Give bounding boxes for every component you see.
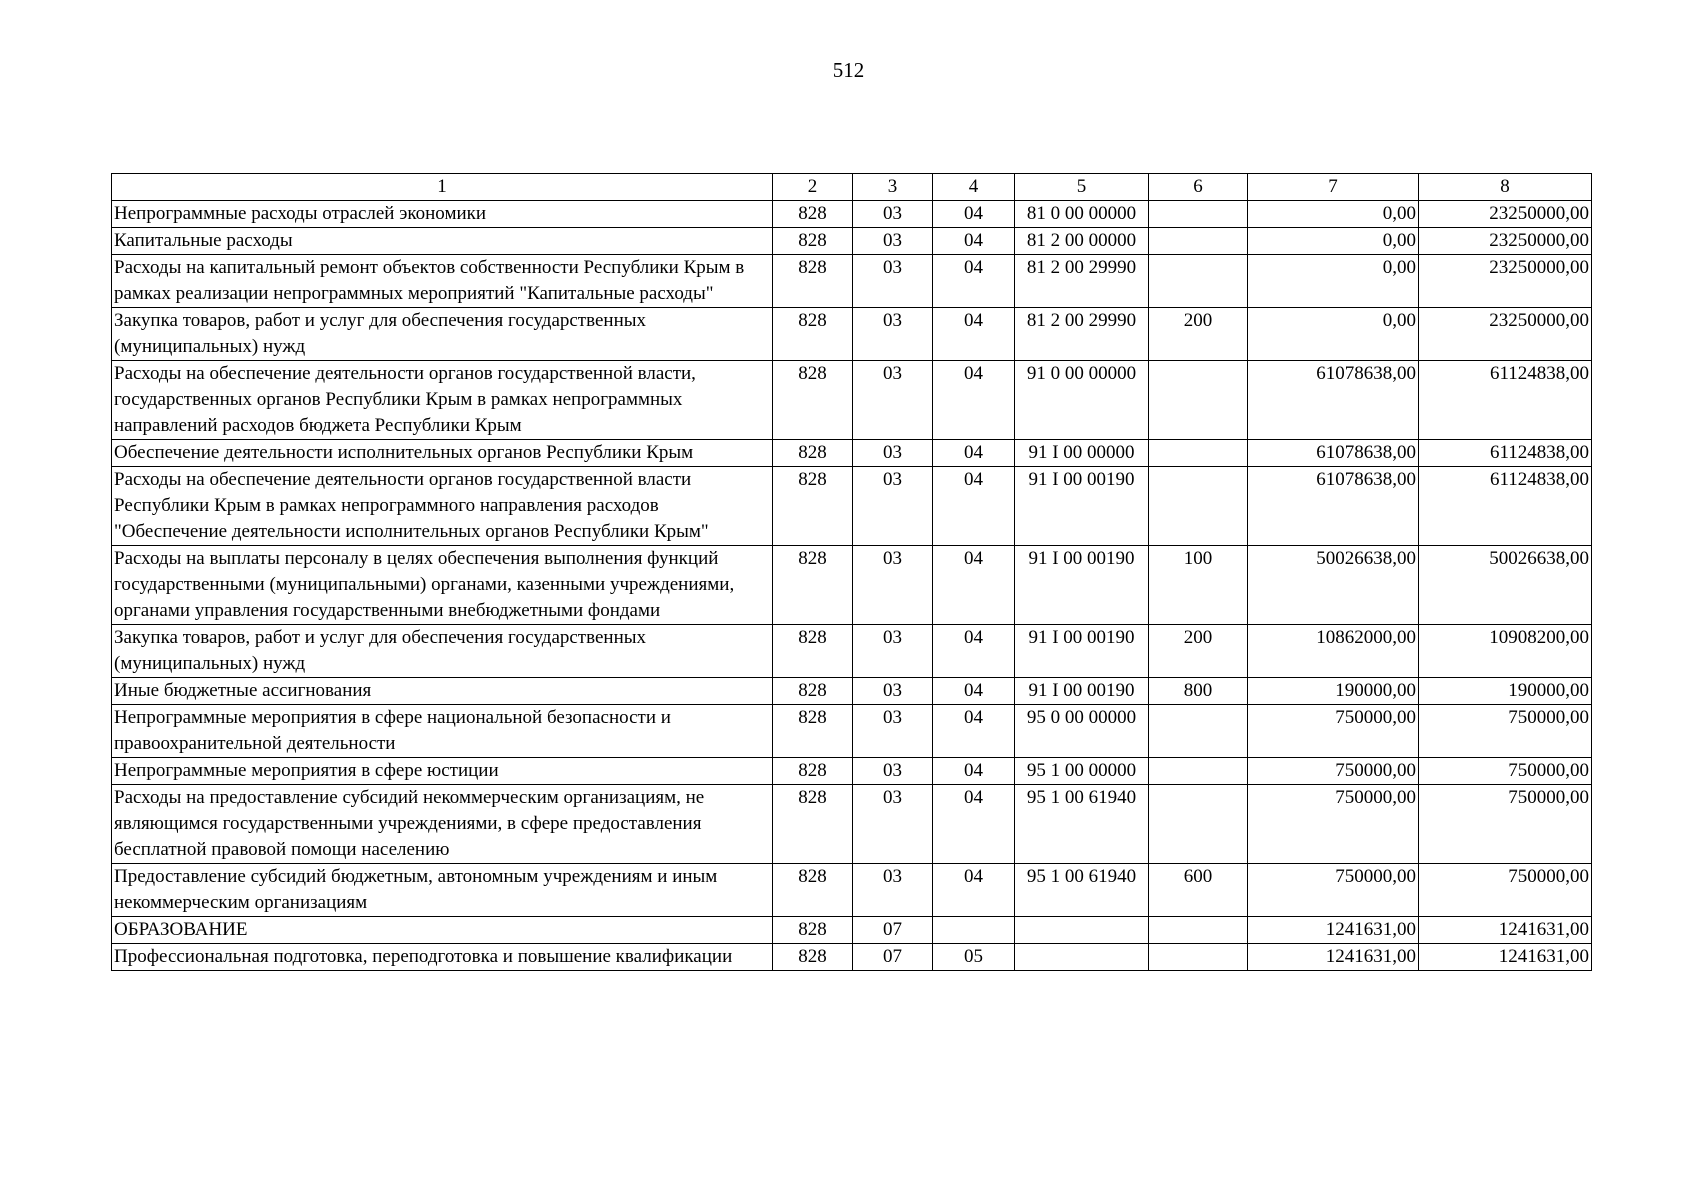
target-article-cell: 91 I 00 00190	[1015, 546, 1149, 625]
table-row	[112, 255, 1592, 308]
target-article-cell	[1015, 917, 1149, 944]
ministry-code-cell: 828	[773, 308, 853, 361]
amount-year1-cell: 61078638,00	[1248, 467, 1419, 546]
expense-name-cell: Непрограммные расходы отраслей экономики	[112, 201, 773, 228]
subsection-code-cell: 04	[933, 864, 1015, 917]
expense-type-cell	[1149, 705, 1248, 758]
subsection-code-cell: 04	[933, 546, 1015, 625]
target-article-cell: 91 0 00 00000	[1015, 361, 1149, 440]
amount-year2-cell: 23250000,00	[1419, 228, 1592, 255]
amount-year1-cell: 10862000,00	[1248, 625, 1419, 678]
amount-year2-cell: 750000,00	[1419, 785, 1592, 864]
expense-name-cell: Предоставление субсидий бюджетным, автономным учреждениям и иным некоммерческим организациям	[112, 864, 773, 917]
subsection-code-cell: 04	[933, 785, 1015, 864]
subsection-code-cell: 04	[933, 705, 1015, 758]
amount-year2-cell: 61124838,00	[1419, 467, 1592, 546]
table-row	[112, 201, 1592, 228]
header-cell: 5	[1015, 174, 1149, 201]
target-article-cell: 91 I 00 00190	[1015, 467, 1149, 546]
subsection-code-cell: 04	[933, 255, 1015, 308]
expense-type-cell	[1149, 201, 1248, 228]
expense-type-cell	[1149, 440, 1248, 467]
header-cell: 2	[773, 174, 853, 201]
expense-type-cell	[1149, 758, 1248, 785]
expense-type-cell	[1149, 785, 1248, 864]
table-row	[112, 864, 1592, 917]
section-code-cell: 03	[853, 201, 933, 228]
ministry-code-cell: 828	[773, 944, 853, 971]
amount-year2-cell: 750000,00	[1419, 864, 1592, 917]
ministry-code-cell: 828	[773, 625, 853, 678]
header-cell: 7	[1248, 174, 1419, 201]
expense-name-cell: Иные бюджетные ассигнования	[112, 678, 773, 705]
table-row	[112, 705, 1592, 758]
amount-year2-cell: 50026638,00	[1419, 546, 1592, 625]
expense-type-cell: 800	[1149, 678, 1248, 705]
amount-year1-cell: 61078638,00	[1248, 440, 1419, 467]
ministry-code-cell: 828	[773, 917, 853, 944]
amount-year2-cell: 61124838,00	[1419, 361, 1592, 440]
target-article-cell: 95 1 00 61940	[1015, 785, 1149, 864]
section-code-cell: 03	[853, 758, 933, 785]
ministry-code-cell: 828	[773, 255, 853, 308]
expense-type-cell	[1149, 467, 1248, 546]
section-code-cell: 07	[853, 917, 933, 944]
expense-type-cell	[1149, 917, 1248, 944]
subsection-code-cell: 04	[933, 758, 1015, 785]
table-row	[112, 361, 1592, 440]
section-code-cell: 03	[853, 678, 933, 705]
expense-type-cell	[1149, 228, 1248, 255]
amount-year1-cell: 750000,00	[1248, 705, 1419, 758]
amount-year1-cell: 61078638,00	[1248, 361, 1419, 440]
target-article-cell: 91 I 00 00190	[1015, 678, 1149, 705]
amount-year2-cell: 10908200,00	[1419, 625, 1592, 678]
ministry-code-cell: 828	[773, 361, 853, 440]
target-article-cell: 81 2 00 29990	[1015, 255, 1149, 308]
expense-type-cell: 200	[1149, 625, 1248, 678]
expense-name-cell: ОБРАЗОВАНИЕ	[112, 917, 773, 944]
header-cell: 1	[112, 174, 773, 201]
amount-year2-cell: 61124838,00	[1419, 440, 1592, 467]
section-code-cell: 03	[853, 467, 933, 546]
expense-name-cell: Капитальные расходы	[112, 228, 773, 255]
header-cell: 4	[933, 174, 1015, 201]
table-row	[112, 917, 1592, 944]
amount-year2-cell: 750000,00	[1419, 758, 1592, 785]
section-code-cell: 03	[853, 308, 933, 361]
amount-year1-cell: 50026638,00	[1248, 546, 1419, 625]
subsection-code-cell	[933, 917, 1015, 944]
subsection-code-cell: 04	[933, 361, 1015, 440]
target-article-cell: 95 1 00 00000	[1015, 758, 1149, 785]
ministry-code-cell: 828	[773, 467, 853, 546]
table-row	[112, 678, 1592, 705]
amount-year1-cell: 1241631,00	[1248, 944, 1419, 971]
amount-year1-cell: 750000,00	[1248, 864, 1419, 917]
amount-year1-cell: 190000,00	[1248, 678, 1419, 705]
section-code-cell: 03	[853, 625, 933, 678]
subsection-code-cell: 05	[933, 944, 1015, 971]
table-row	[112, 467, 1592, 546]
table-row	[112, 308, 1592, 361]
amount-year1-cell: 0,00	[1248, 228, 1419, 255]
amount-year2-cell: 23250000,00	[1419, 201, 1592, 228]
target-article-cell: 95 0 00 00000	[1015, 705, 1149, 758]
target-article-cell: 91 I 00 00000	[1015, 440, 1149, 467]
table-row	[112, 440, 1592, 467]
expense-type-cell	[1149, 361, 1248, 440]
amount-year1-cell: 1241631,00	[1248, 917, 1419, 944]
table-row	[112, 228, 1592, 255]
header-cell: 3	[853, 174, 933, 201]
table-row	[112, 785, 1592, 864]
table-row	[112, 944, 1592, 971]
target-article-cell	[1015, 944, 1149, 971]
expense-name-cell: Непрограммные мероприятия в сфере юстиции	[112, 758, 773, 785]
section-code-cell: 03	[853, 705, 933, 758]
expense-name-cell: Расходы на выплаты персоналу в целях обеспечения выполнения функций государственными (муниципальными) органами, казенными учреждениями, органами управления государственными внебюджетными фондами	[112, 546, 773, 625]
ministry-code-cell: 828	[773, 864, 853, 917]
expense-name-cell: Профессиональная подготовка, переподготовка и повышение квалификации	[112, 944, 773, 971]
subsection-code-cell: 04	[933, 678, 1015, 705]
ministry-code-cell: 828	[773, 678, 853, 705]
expense-name-cell: Расходы на обеспечение деятельности органов государственной власти Республики Крым в рамках непрограммного направления расходов "Обеспечение деятельности исполнительных органов Республики Крым"	[112, 467, 773, 546]
subsection-code-cell: 04	[933, 467, 1015, 546]
table-row	[112, 625, 1592, 678]
amount-year1-cell: 750000,00	[1248, 785, 1419, 864]
section-code-cell: 03	[853, 255, 933, 308]
ministry-code-cell: 828	[773, 785, 853, 864]
table-row	[112, 546, 1592, 625]
amount-year2-cell: 190000,00	[1419, 678, 1592, 705]
section-code-cell: 07	[853, 944, 933, 971]
section-code-cell: 03	[853, 361, 933, 440]
expense-type-cell: 100	[1149, 546, 1248, 625]
ministry-code-cell: 828	[773, 440, 853, 467]
amount-year1-cell: 750000,00	[1248, 758, 1419, 785]
table-header-row	[112, 174, 1592, 201]
ministry-code-cell: 828	[773, 758, 853, 785]
expense-type-cell: 600	[1149, 864, 1248, 917]
ministry-code-cell: 828	[773, 201, 853, 228]
amount-year2-cell: 1241631,00	[1419, 944, 1592, 971]
amount-year1-cell: 0,00	[1248, 201, 1419, 228]
target-article-cell: 81 0 00 00000	[1015, 201, 1149, 228]
amount-year1-cell: 0,00	[1248, 255, 1419, 308]
expense-name-cell: Обеспечение деятельности исполнительных органов Республики Крым	[112, 440, 773, 467]
header-cell: 6	[1149, 174, 1248, 201]
expense-name-cell: Закупка товаров, работ и услуг для обеспечения государственных (муниципальных) нужд	[112, 625, 773, 678]
expense-name-cell: Непрограммные мероприятия в сфере национальной безопасности и правоохранительной деятельности	[112, 705, 773, 758]
table-row	[112, 758, 1592, 785]
budget-table	[111, 173, 1592, 971]
subsection-code-cell: 04	[933, 228, 1015, 255]
subsection-code-cell: 04	[933, 625, 1015, 678]
target-article-cell: 95 1 00 61940	[1015, 864, 1149, 917]
ministry-code-cell: 828	[773, 546, 853, 625]
expense-type-cell	[1149, 255, 1248, 308]
ministry-code-cell: 828	[773, 705, 853, 758]
ministry-code-cell: 828	[773, 228, 853, 255]
expense-name-cell: Расходы на капитальный ремонт объектов собственности Республики Крым в рамках реализации непрограммных мероприятий "Капитальные расходы"	[112, 255, 773, 308]
expense-type-cell: 200	[1149, 308, 1248, 361]
amount-year1-cell: 0,00	[1248, 308, 1419, 361]
amount-year2-cell: 1241631,00	[1419, 917, 1592, 944]
section-code-cell: 03	[853, 785, 933, 864]
section-code-cell: 03	[853, 864, 933, 917]
target-article-cell: 81 2 00 29990	[1015, 308, 1149, 361]
section-code-cell: 03	[853, 546, 933, 625]
amount-year2-cell: 750000,00	[1419, 705, 1592, 758]
amount-year2-cell: 23250000,00	[1419, 255, 1592, 308]
expense-name-cell: Закупка товаров, работ и услуг для обеспечения государственных (муниципальных) нужд	[112, 308, 773, 361]
expense-name-cell: Расходы на обеспечение деятельности органов государственной власти, государственных органов Республики Крым в рамках непрограммных направлений расходов бюджета Республики Крым	[112, 361, 773, 440]
expense-name-cell: Расходы на предоставление субсидий некоммерческим организациям, не являющимся государственными учреждениями, в сфере предоставления бесплатной правовой помощи населению	[112, 785, 773, 864]
target-article-cell: 91 I 00 00190	[1015, 625, 1149, 678]
section-code-cell: 03	[853, 440, 933, 467]
subsection-code-cell: 04	[933, 201, 1015, 228]
page-number: 512	[832, 58, 865, 82]
amount-year2-cell: 23250000,00	[1419, 308, 1592, 361]
subsection-code-cell: 04	[933, 308, 1015, 361]
section-code-cell: 03	[853, 228, 933, 255]
expense-type-cell	[1149, 944, 1248, 971]
target-article-cell: 81 2 00 00000	[1015, 228, 1149, 255]
subsection-code-cell: 04	[933, 440, 1015, 467]
header-cell: 8	[1419, 174, 1592, 201]
